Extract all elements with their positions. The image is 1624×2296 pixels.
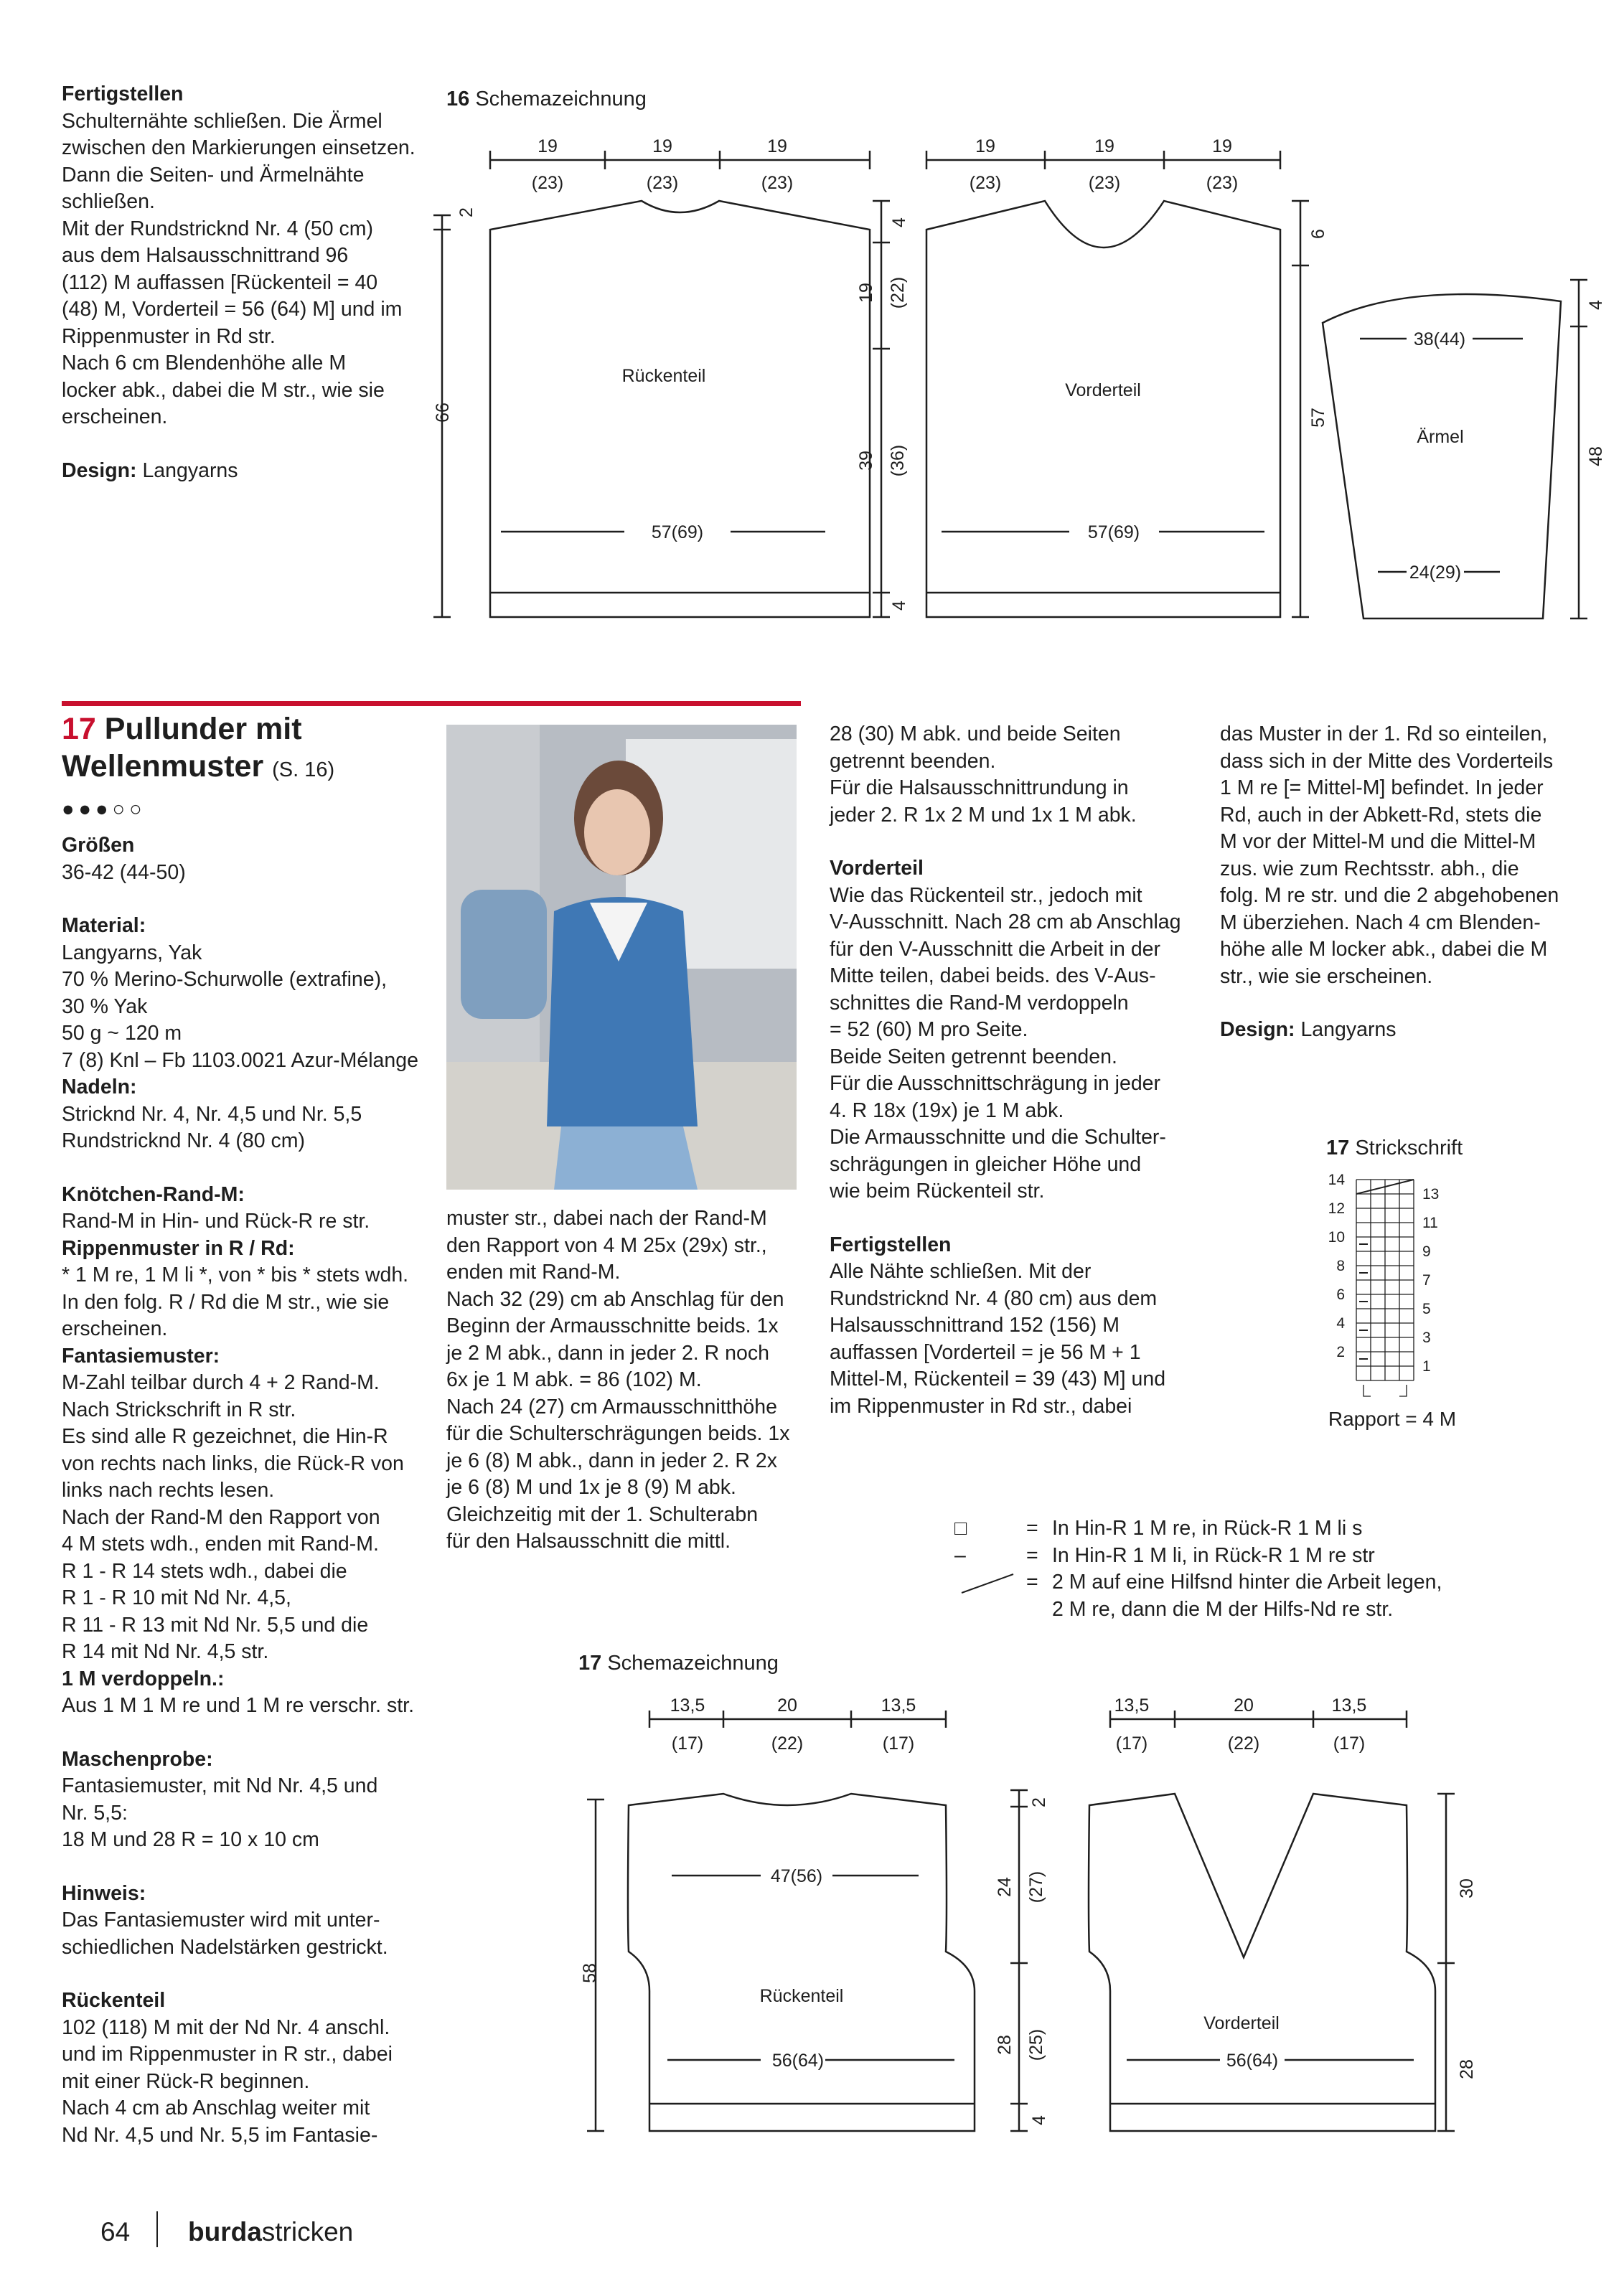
section-heading: Fantasiemuster: bbox=[62, 1344, 220, 1368]
legend-text: 2 M re, dann die M der Hilfs-Nd re str. bbox=[1052, 1597, 1394, 1621]
text-line: Nach 32 (29) cm ab Anschlag für den bbox=[446, 1287, 784, 1311]
legend bbox=[954, 1515, 1442, 1623]
text-line: str., wie sie erscheinen. bbox=[1220, 964, 1433, 988]
s16-sleeve-top: 38(44) bbox=[1413, 329, 1466, 349]
text-line: dass sich in der Mitte des Vorderteils bbox=[1220, 749, 1554, 773]
s17-top-a2: 20 bbox=[777, 1695, 797, 1716]
s16-front-top-a1: 19 bbox=[975, 136, 995, 156]
schema-17-diagram bbox=[0, 1650, 1624, 2167]
text-line: Schulternähte schließen. Die Ärmel bbox=[62, 109, 382, 133]
schema-16-heading: 16 Schemazeichnung bbox=[446, 88, 647, 110]
text-line: Rd, auch in der Abkett-Rd, stets die bbox=[1220, 803, 1542, 827]
chart-row-label: 2 bbox=[1336, 1344, 1345, 1360]
text-line: Nr. 5,5: bbox=[62, 1801, 128, 1825]
text-line: Nach der Rand-M den Rapport von bbox=[62, 1505, 380, 1529]
s16-front-top-a3: 19 bbox=[1212, 136, 1232, 156]
text-line: Nach 24 (27) cm Armausschnitthöhe bbox=[446, 1395, 777, 1418]
text-line: (112) M auffassen [Rückenteil = 40 bbox=[62, 270, 378, 294]
s17-v28b: 28 bbox=[1457, 2059, 1477, 2079]
chart-row-label: 3 bbox=[1422, 1330, 1431, 1346]
s16-top-b3: (23) bbox=[761, 173, 794, 193]
chart-row-label: 8 bbox=[1336, 1258, 1345, 1274]
text-line: Stricknd Nr. 4, Nr. 4,5 und Nr. 5,5 bbox=[62, 1102, 362, 1126]
text-line: 28 (30) M abk. und beide Seiten bbox=[830, 723, 1121, 745]
text-line: Langyarns, Yak bbox=[62, 941, 202, 964]
text-line: Beide Seiten getrennt beenden. bbox=[830, 1045, 1117, 1068]
legend-equals: = bbox=[1026, 1571, 1038, 1594]
text-line: 18 M und 28 R = 10 x 10 cm bbox=[62, 1828, 319, 1851]
s17-front-label: Vorderteil bbox=[1203, 2013, 1280, 2033]
text-line: M-Zahl teilbar durch 4 + 2 Rand-M. bbox=[62, 1371, 380, 1394]
s17-front-top-b2: (22) bbox=[1227, 1733, 1260, 1754]
legend-text: In Hin-R 1 M li, in Rück-R 1 M re str bbox=[1052, 1543, 1375, 1567]
s17-v27: (27) bbox=[1026, 1871, 1046, 1904]
text-line: erscheinen. bbox=[62, 405, 168, 428]
knitting-chart bbox=[1313, 1170, 1478, 1442]
text-line: je 6 (8) M und 1x je 8 (9) M abk. bbox=[446, 1476, 736, 1499]
s16-front-label: Vorderteil bbox=[1065, 380, 1141, 400]
text-line: Die Armausschnitte und die Schulter- bbox=[830, 1126, 1166, 1149]
text-line: * 1 M re, 1 M li *, von * bis * stets wdh. bbox=[62, 1264, 409, 1286]
section-heading: Fertigstellen bbox=[830, 1233, 952, 1256]
text-line: für den V-Ausschnitt die Arbeit in der bbox=[830, 937, 1161, 961]
text-line: (48) M, Vorderteil = 56 (64) M] und im bbox=[62, 298, 403, 321]
s16-back-width: 57(69) bbox=[651, 522, 704, 542]
legend-equals bbox=[1026, 1596, 1052, 1624]
section-heading: Knötchen-Rand-M: bbox=[62, 1182, 245, 1206]
text-line: Rundstricknd Nr. 4 (80 cm) aus dem bbox=[830, 1286, 1158, 1310]
text-line: 4 M stets wdh., enden mit Rand-M. bbox=[62, 1533, 379, 1556]
chart-row-label: 14 bbox=[1328, 1172, 1345, 1188]
section-heading: 1 M verdoppeln.: bbox=[62, 1667, 225, 1690]
s16-v4c: 4 bbox=[1586, 300, 1606, 310]
s16-v36: (36) bbox=[888, 444, 908, 477]
text-line: V-Ausschnitt. Nach 28 cm ab Anschlag bbox=[830, 911, 1181, 933]
text-line: Für die Ausschnittschrägung in jeder bbox=[830, 1072, 1161, 1095]
s17-v4: 4 bbox=[1029, 2115, 1049, 2125]
text-line: Mitte teilen, dabei beids. des V-Aus- bbox=[830, 964, 1156, 987]
schema-17-heading: 17 Schemazeichnung bbox=[578, 1652, 779, 1675]
s16-sleeve-bottom: 24(29) bbox=[1409, 563, 1462, 583]
text-line: schiedlichen Nadelstärken gestrickt. bbox=[62, 1935, 388, 1959]
cable-symbol-icon bbox=[959, 1568, 1016, 1597]
instructions-column-4 bbox=[1220, 721, 1593, 1044]
chart-row-label: 6 bbox=[1336, 1286, 1345, 1303]
text-line: mit einer Rück-R beginnen. bbox=[62, 2069, 310, 2093]
legend-equals: = bbox=[1026, 1543, 1038, 1567]
section-heading: Nadeln: bbox=[62, 1076, 137, 1098]
chart-row-label: 12 bbox=[1328, 1200, 1345, 1217]
legend-row bbox=[954, 1543, 1442, 1570]
text-line: = 52 (60) M pro Seite. bbox=[830, 1018, 1028, 1041]
text-line: In den folg. R / Rd die M str., wie sie bbox=[62, 1290, 390, 1314]
s17-back-width: 56(64) bbox=[771, 2051, 825, 2071]
s17-back-label: Rückenteil bbox=[759, 1986, 844, 2006]
text-line: R 11 - R 13 mit Nd Nr. 5,5 und die bbox=[62, 1613, 369, 1637]
footer-divider bbox=[156, 2211, 158, 2247]
s17-v25: (25) bbox=[1026, 2028, 1046, 2061]
s16-top-a2: 19 bbox=[652, 136, 672, 156]
s16-back-label: Rückenteil bbox=[621, 366, 706, 386]
text-line: Gleichzeitig mit der 1. Schulterabn bbox=[446, 1502, 759, 1526]
section-heading: Material: bbox=[62, 914, 146, 937]
legend-equals: = bbox=[1026, 1517, 1038, 1540]
text-line: und im Rippenmuster in R str., dabei bbox=[62, 2043, 393, 2066]
text-line: Rand-M in Hin- und Rück-R re str. bbox=[62, 1210, 370, 1233]
s17-top-a3: 13,5 bbox=[881, 1695, 916, 1716]
s16-top-a3: 19 bbox=[767, 136, 787, 156]
text-line: auffassen [Vorderteil = je 56 M + 1 bbox=[830, 1340, 1141, 1364]
text-line: 50 g ~ 120 m bbox=[62, 1022, 182, 1045]
text-line: getrennt beenden. bbox=[830, 749, 996, 773]
text-line: Das Fantasiemuster wird mit unter- bbox=[62, 1909, 380, 1932]
text-line: Nd Nr. 4,5 und Nr. 5,5 im Fantasie- bbox=[62, 2123, 378, 2147]
text-line: für die Schulterschrägungen beids. 1x bbox=[446, 1422, 790, 1445]
s16-sleeve-label: Ärmel bbox=[1417, 427, 1464, 447]
text-line: je 6 (8) M abk., dann in jeder 2. R 2x bbox=[446, 1449, 777, 1472]
s16-v57: 57 bbox=[1308, 408, 1328, 428]
s17-top-b2: (22) bbox=[771, 1733, 804, 1754]
s17-front-top-a2: 20 bbox=[1234, 1695, 1254, 1716]
text-line: den Rapport von 4 M 25x (29x) str., bbox=[446, 1233, 767, 1257]
photo-illustration bbox=[446, 725, 797, 1190]
s17-v28: 28 bbox=[995, 2035, 1015, 2055]
section-heading: Größen bbox=[62, 834, 135, 857]
s17-v24: 24 bbox=[995, 1877, 1015, 1897]
text-line: Halsausschnittrand 152 (156) M bbox=[830, 1314, 1120, 1337]
text-line: 1 M re [= Mittel-M] befindet. In jeder bbox=[1220, 776, 1544, 799]
chart-row-label: 9 bbox=[1422, 1243, 1431, 1260]
text-line: zwischen den Markierungen einsetzen. bbox=[62, 136, 416, 159]
text-line: links nach rechts lesen. bbox=[62, 1479, 275, 1502]
text-line: Rippenmuster in Rd str. bbox=[62, 324, 276, 348]
section-heading: Rippenmuster in R / Rd: bbox=[62, 1236, 295, 1260]
article-title: 17 Pullunder mit Wellenmuster (S. 16) bbox=[62, 712, 335, 784]
s17-front-width: 56(64) bbox=[1226, 2051, 1279, 2071]
chart-row-label: 1 bbox=[1422, 1358, 1431, 1375]
text-line: Nach 4 cm ab Anschlag weiter mit bbox=[62, 2097, 370, 2119]
text-line: 7 (8) Knl – Fb 1103.0021 Azur-Mélange bbox=[62, 1048, 418, 1072]
text-line: M überziehen. Nach 4 cm Blenden- bbox=[1220, 911, 1541, 934]
text-line: Dann die Seiten- und Ärmelnähte bbox=[62, 163, 365, 187]
s17-v2: 2 bbox=[1029, 1797, 1049, 1807]
legend-row bbox=[954, 1596, 1442, 1624]
legend-row bbox=[954, 1515, 1442, 1543]
instructions-column-2 bbox=[446, 1205, 820, 1556]
section-divider bbox=[62, 701, 801, 706]
text-line: zus. wie zum Rechtsstr. abh., die bbox=[1220, 857, 1519, 880]
design-credit: Design: Langyarns bbox=[62, 458, 238, 482]
s16-v19: 19 bbox=[856, 283, 876, 303]
schema-16-diagram bbox=[0, 0, 1624, 646]
chart-row-label: 7 bbox=[1422, 1272, 1431, 1289]
text-line: 30 % Yak bbox=[62, 994, 148, 1018]
text-line: Aus 1 M 1 M re und 1 M re verschr. str. bbox=[62, 1694, 414, 1717]
s16-v6: 6 bbox=[1308, 229, 1328, 239]
section-heading: Hinweis: bbox=[62, 1881, 146, 1905]
text-line: Nach Strickschrift in R str. bbox=[62, 1398, 296, 1421]
section-heading: Vorderteil bbox=[830, 857, 924, 880]
s16-v4a: 4 bbox=[889, 217, 909, 227]
text-line: Für die Halsausschnittrundung in bbox=[830, 776, 1129, 799]
s16-top-a1: 19 bbox=[538, 136, 558, 156]
text-line: 4. R 18x (19x) je 1 M abk. bbox=[830, 1098, 1064, 1122]
text-line: schrägungen in gleicher Höhe und bbox=[830, 1152, 1142, 1176]
text-line: 70 % Merino-Schurwolle (extrafine), bbox=[62, 968, 388, 991]
model-photo bbox=[446, 725, 797, 1190]
s16-front-top-b2: (23) bbox=[1088, 173, 1121, 193]
text-line: erscheinen. bbox=[62, 1317, 168, 1340]
chart-row-label: 13 bbox=[1422, 1186, 1440, 1203]
page-number: 64 bbox=[100, 2217, 131, 2246]
s16-top-b2: (23) bbox=[646, 173, 679, 193]
text-line: aus dem Halsausschnittrand 96 bbox=[62, 244, 349, 267]
s17-top-b1: (17) bbox=[671, 1733, 704, 1754]
s17-front-top-a1: 13,5 bbox=[1114, 1695, 1150, 1716]
s16-v22: (22) bbox=[888, 276, 908, 309]
s17-front-top-b3: (17) bbox=[1333, 1733, 1366, 1754]
s17-front-top-a3: 13,5 bbox=[1331, 1695, 1367, 1716]
section-heading: Maschenprobe: bbox=[62, 1747, 213, 1771]
s16-front-top-b1: (23) bbox=[969, 173, 1002, 193]
legend-symbol bbox=[954, 1596, 1026, 1624]
s16-v48: 48 bbox=[1586, 446, 1606, 466]
legend-text: In Hin-R 1 M re, in Rück-R 1 M li s bbox=[1052, 1517, 1363, 1540]
chart-row-label: 4 bbox=[1336, 1315, 1345, 1332]
text-line: 36-42 (44-50) bbox=[62, 860, 186, 884]
legend-text: 2 M auf eine Hilfsnd hinter die Arbeit legen, bbox=[1052, 1571, 1442, 1594]
instructions-column-3 bbox=[830, 721, 1203, 1420]
text-line: je 2 M abk., dann in jeder 2. R noch bbox=[446, 1341, 769, 1365]
finishing-heading: Fertigstellen bbox=[62, 83, 184, 105]
s17-front-top-b1: (17) bbox=[1115, 1733, 1148, 1754]
legend-symbol: – bbox=[954, 1543, 966, 1567]
text-line: R 1 - R 14 stets wdh., dabei die bbox=[62, 1559, 347, 1583]
text-line: folg. M re str. und die 2 abgehobenen bbox=[1220, 884, 1559, 907]
text-line: Alle Nähte schließen. Mit der bbox=[830, 1260, 1092, 1283]
text-line: Beginn der Armausschnitte beids. 1x bbox=[446, 1314, 779, 1337]
text-line: R 1 - R 10 mit Nd Nr. 4,5, bbox=[62, 1586, 291, 1609]
text-line: enden mit Rand-M. bbox=[446, 1261, 621, 1284]
text-line: höhe alle M locker abk., dabei die M bbox=[1220, 938, 1548, 961]
text-line: locker abk., dabei die M str., wie sie bbox=[62, 378, 385, 402]
text-line: schnittes die Rand-M verdoppeln bbox=[830, 991, 1129, 1015]
text-line: Nach 6 cm Blendenhöhe alle M bbox=[62, 352, 347, 375]
text-line: von rechts nach links, die Rück-R von bbox=[62, 1452, 404, 1475]
s16-top-b1: (23) bbox=[531, 173, 564, 193]
text-line: Mittel-M, Rückenteil = 39 (43) M] und bbox=[830, 1368, 1166, 1391]
text-line: Wie das Rückenteil str., jedoch mit bbox=[830, 883, 1142, 907]
text-line: für den Halsausschnitt die mittl. bbox=[446, 1530, 731, 1553]
text-line: Rundstricknd Nr. 4 (80 cm) bbox=[62, 1129, 305, 1152]
text-line: Fantasiemuster, mit Nd Nr. 4,5 und bbox=[62, 1774, 378, 1797]
chart-row-label: 5 bbox=[1422, 1301, 1431, 1317]
s17-top-a1: 13,5 bbox=[670, 1695, 705, 1716]
text-line: Es sind alle R gezeichnet, die Hin-R bbox=[62, 1425, 388, 1448]
legend-row bbox=[954, 1569, 1442, 1596]
text-line: schließen. bbox=[62, 190, 155, 213]
text-line: das Muster in der 1. Rd so einteilen, bbox=[1220, 723, 1548, 745]
s17-top-b3: (17) bbox=[882, 1733, 915, 1754]
text-line: muster str., dabei nach der Rand-M bbox=[446, 1207, 767, 1230]
text-line: jeder 2. R 1x 2 M und 1x 1 M abk. bbox=[830, 803, 1137, 827]
s16-front-width: 57(69) bbox=[1087, 522, 1140, 542]
text-line: M vor der Mittel-M und die Mittel-M bbox=[1220, 830, 1536, 853]
text-line: wie beim Rückenteil str. bbox=[830, 1180, 1045, 1203]
legend-symbol: □ bbox=[954, 1517, 967, 1540]
s16-v66: 66 bbox=[433, 403, 453, 423]
design-credit-17: Design: Langyarns bbox=[1220, 1018, 1397, 1041]
s16-v2: 2 bbox=[456, 207, 477, 217]
text-line: im Rippenmuster in Rd str., dabei bbox=[830, 1394, 1132, 1418]
s17-v30: 30 bbox=[1457, 1878, 1477, 1899]
text-line: Mit der Rundstricknd Nr. 4 (50 cm) bbox=[62, 217, 373, 240]
s16-front-top-b3: (23) bbox=[1206, 173, 1239, 193]
s16-v39: 39 bbox=[856, 451, 876, 471]
brand-name: burdastricken bbox=[188, 2217, 354, 2246]
s17-width-top: 47(56) bbox=[770, 1866, 823, 1886]
text-line: 102 (118) M mit der Nd Nr. 4 anschl. bbox=[62, 2015, 390, 2039]
chart-heading: 17 Strickschrift bbox=[1326, 1137, 1463, 1159]
chart-row-label: 10 bbox=[1328, 1229, 1345, 1246]
difficulty-rating: ●●●○○ bbox=[62, 798, 146, 821]
s17-v58: 58 bbox=[580, 1963, 600, 1983]
chart-rapport-label: Rapport = 4 M bbox=[1328, 1408, 1457, 1430]
s16-v4b: 4 bbox=[889, 601, 909, 611]
chart-row-label: 11 bbox=[1422, 1215, 1438, 1231]
s16-front-top-a2: 19 bbox=[1094, 136, 1114, 156]
text-line: 6x je 1 M abk. = 86 (102) M. bbox=[446, 1368, 702, 1391]
section-heading: Rückenteil bbox=[62, 1989, 166, 2012]
text-line: R 14 mit Nd Nr. 4,5 str. bbox=[62, 1640, 269, 1663]
